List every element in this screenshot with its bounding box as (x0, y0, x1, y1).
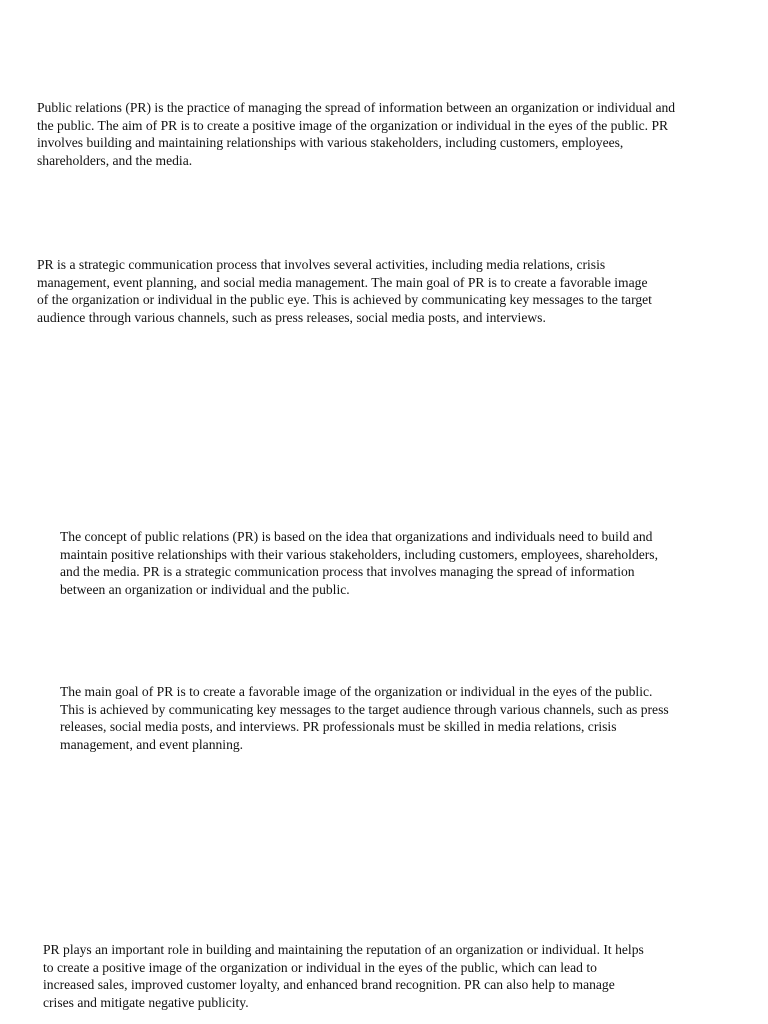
paragraph-line: Public relations (PR) is the practice of managing the spread of information between an organization or individual and (37, 100, 676, 115)
paragraph-line: PR is a strategic communication process that involves several activities, including media relations, crisis (37, 257, 606, 272)
paragraph-line: management, and event planning. (60, 736, 244, 752)
paragraph-line: PR plays an important role in building and maintaining the reputation of an organization or individual. It helps (43, 942, 644, 957)
paragraph-line: audience through various channels, such as press releases, social media posts, and interviews. (37, 309, 546, 325)
paragraph-pr-concept (60, 528, 658, 598)
paragraph-line: to create a positive image of the organization or individual in the eyes of the public, which can lead to (43, 959, 597, 975)
paragraph-line: increased sales, improved customer loyalty, and enhanced brand recognition. PR can also help to manage (43, 977, 615, 992)
paragraph-pr-main-goal (60, 683, 669, 753)
paragraph-line: between an organization or individual and the public. (60, 581, 350, 597)
paragraph-pr-definition (37, 99, 675, 169)
paragraph-line: management, event planning, and social media management. The main goal of PR is to create a favorable image (37, 274, 648, 290)
paragraph-pr-reputation-role (43, 941, 644, 1011)
paragraph-line: maintain positive relationships with their various stakeholders, including customers, employees, shareholders, (60, 546, 658, 562)
paragraph-line: crises and mitigate negative publicity. (43, 994, 249, 1010)
paragraph-line: involves building and maintaining relationships with various stakeholders, including customers, employees, (37, 135, 624, 150)
paragraph-pr-strategic-process (37, 256, 652, 326)
paragraph-line: The concept of public relations (PR) is based on the idea that organizations and individuals need to build and (60, 529, 653, 544)
paragraph-line: releases, social media posts, and interviews. PR professionals must be skilled in media relations, crisis (60, 719, 617, 734)
paragraph-line: This is achieved by communicating key messages to the target audience through various channels, such as press (60, 701, 669, 717)
paragraph-line: shareholders, and the media. (37, 152, 193, 168)
paragraph-line: the public. The aim of PR is to create a positive image of the organization or individual in the eyes of the public. PR (37, 117, 669, 133)
paragraph-line: of the organization or individual in the public eye. This is achieved by communicating key messages to the target (37, 292, 652, 307)
paragraph-line: The main goal of PR is to create a favorable image of the organization or individual in the eyes of the public. (60, 684, 653, 699)
paragraph-line: and the media. PR is a strategic communication process that involves managing the spread of information (60, 564, 635, 579)
